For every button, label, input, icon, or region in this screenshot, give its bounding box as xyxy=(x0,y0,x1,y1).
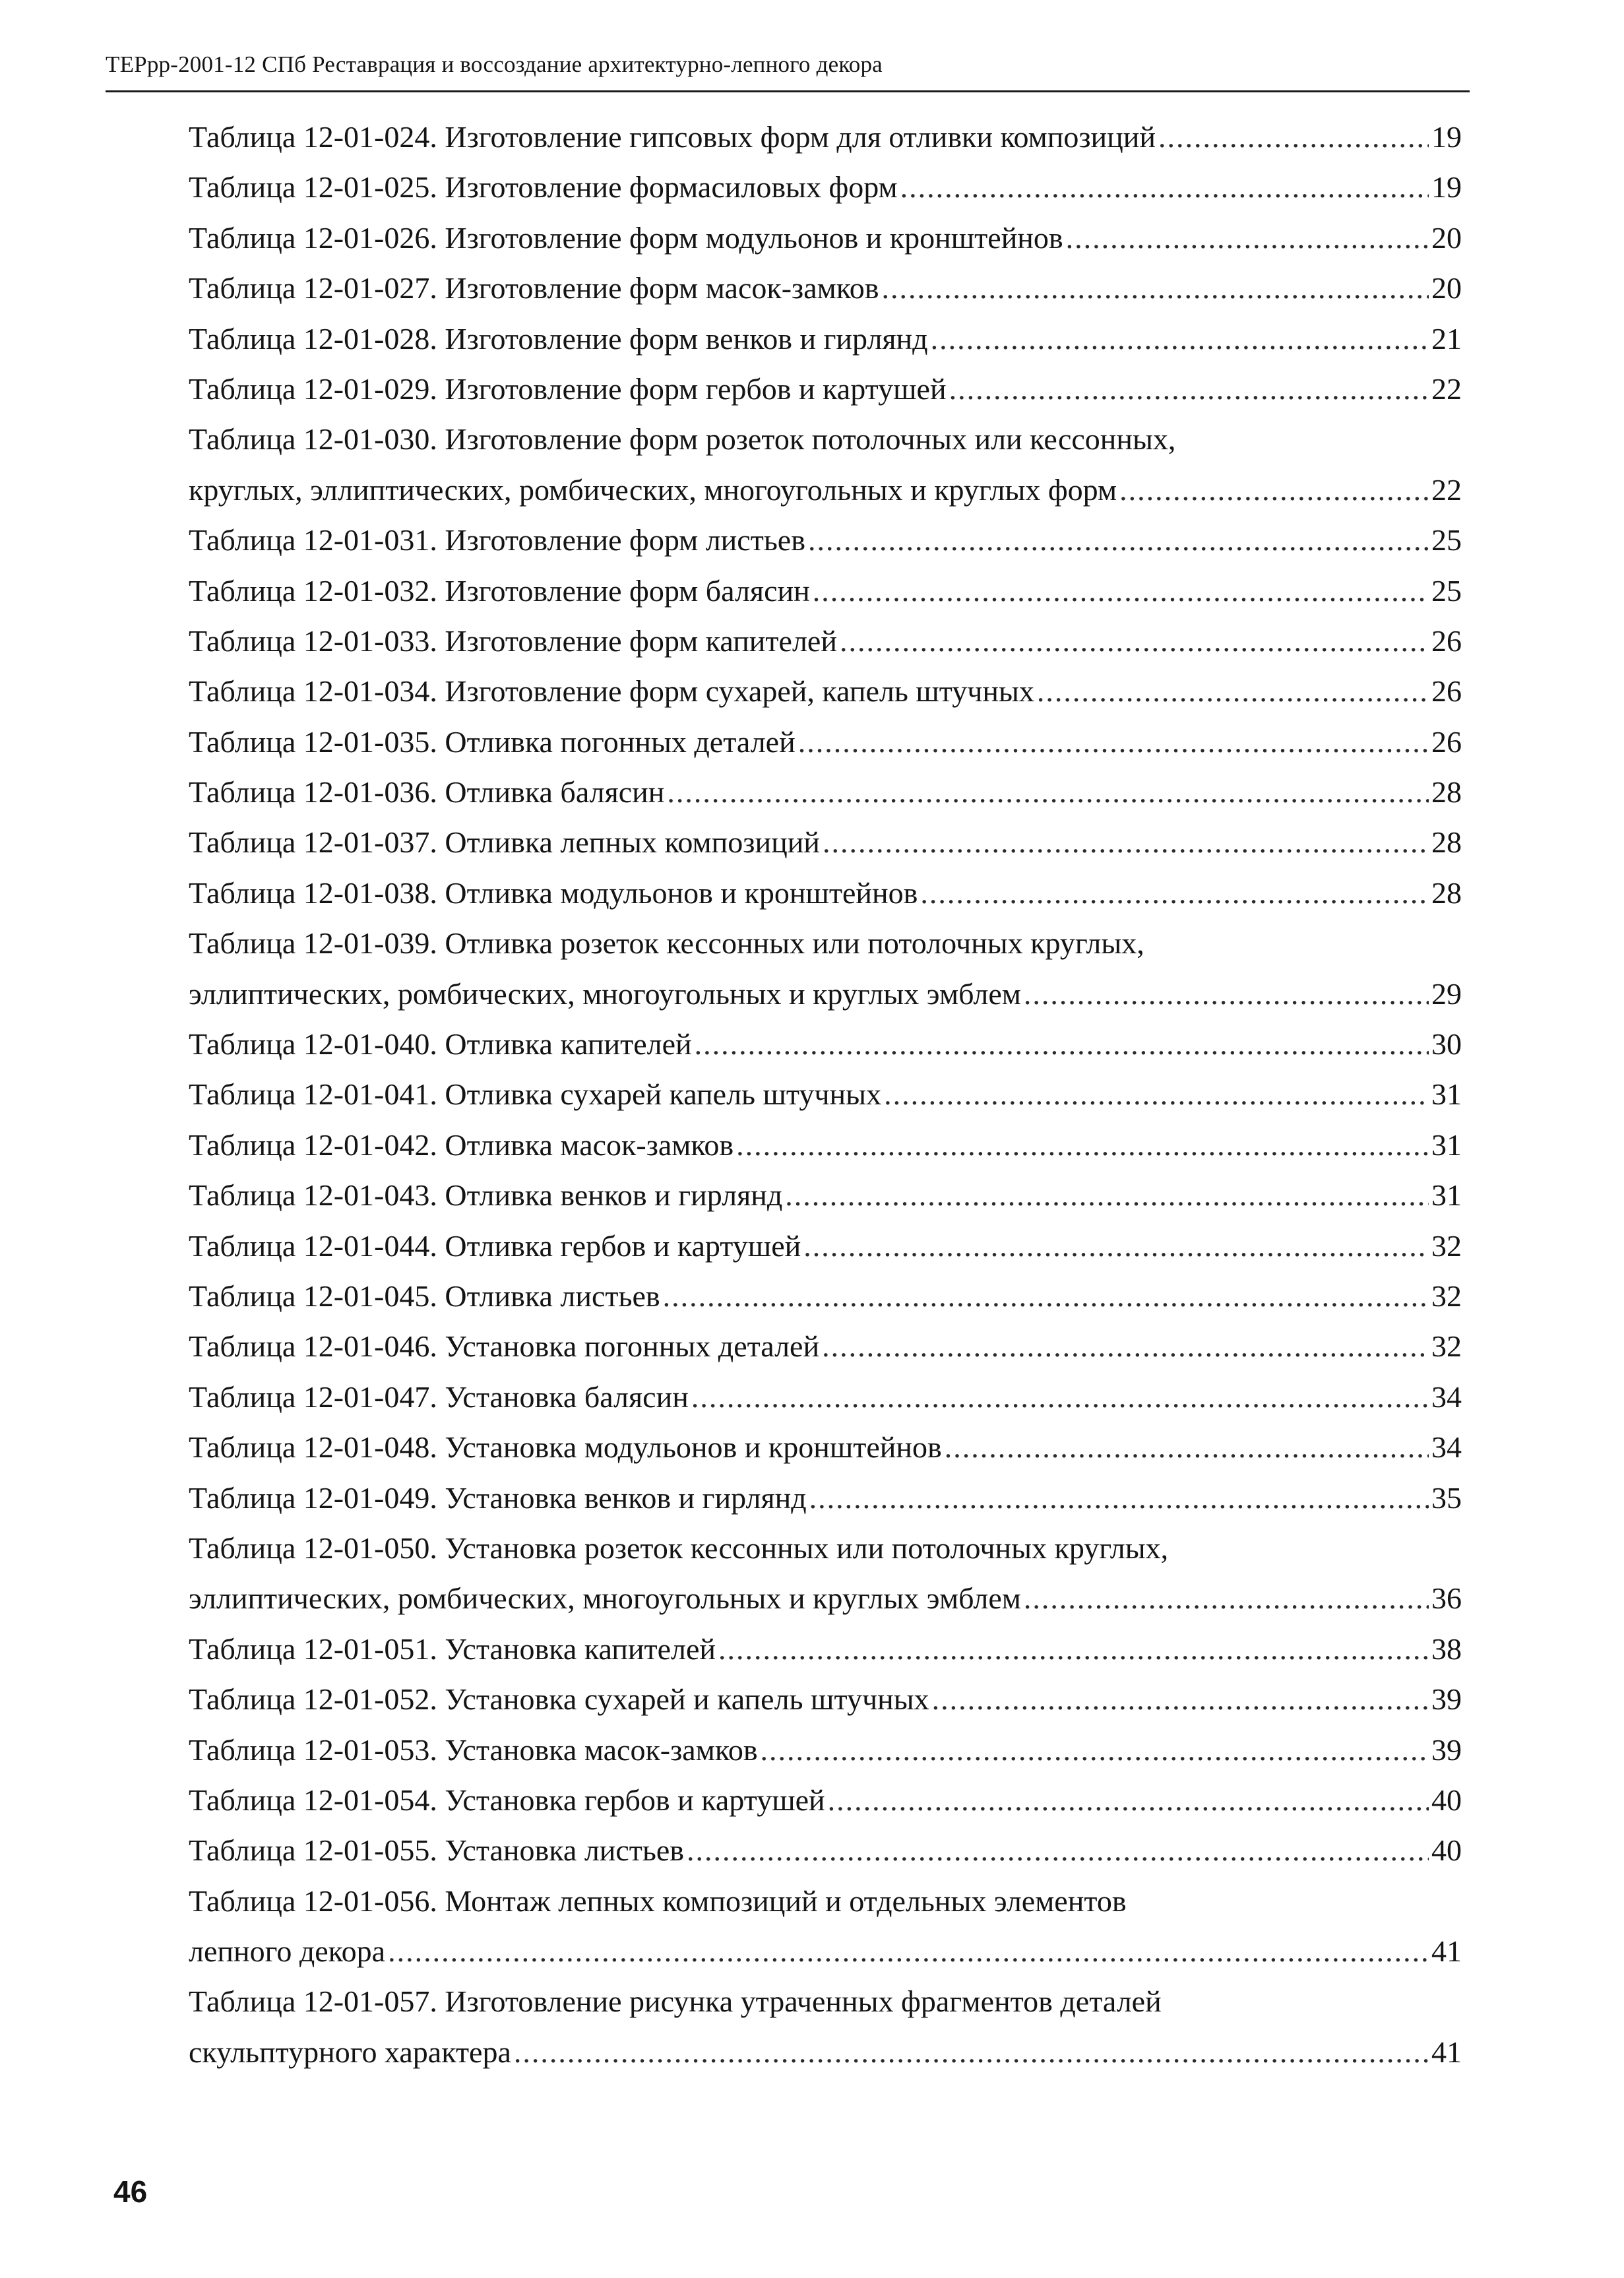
dot-leader xyxy=(1024,1573,1429,1624)
toc-entry-page: 40 xyxy=(1431,1833,1462,1868)
toc-entry-page: 29 xyxy=(1431,976,1462,1011)
toc-entry-title: Таблица 12-01-057. Изготовление рисунка утраченных фрагментов деталей xyxy=(189,1984,1162,2019)
toc-line xyxy=(189,1170,1462,1220)
toc-entry xyxy=(189,767,1462,817)
dot-leader xyxy=(667,767,1429,817)
toc-entry-page: 32 xyxy=(1431,1329,1462,1364)
toc-entry xyxy=(189,1221,1462,1271)
dot-leader xyxy=(1158,112,1429,162)
toc-line xyxy=(189,1725,1462,1775)
toc-entry xyxy=(189,263,1462,313)
dot-leader xyxy=(920,868,1429,918)
toc-entry-page: 28 xyxy=(1431,825,1462,860)
toc-entry-title: Таблица 12-01-034. Изготовление форм сухарей, капель штучных xyxy=(189,674,1034,709)
toc-line xyxy=(189,213,1462,263)
toc-entry-page: 22 xyxy=(1431,472,1462,507)
toc-entry-page: 39 xyxy=(1431,1682,1462,1717)
toc-entry-title: Таблица 12-01-053. Установка масок-замков xyxy=(189,1732,758,1767)
toc-entry-title: Таблица 12-01-051. Установка капителей xyxy=(189,1631,716,1666)
toc-entry-title: Таблица 12-01-027. Изготовление форм масок-замков xyxy=(189,271,879,305)
dot-leader xyxy=(798,717,1429,767)
dot-leader xyxy=(388,1926,1429,1977)
toc-entry xyxy=(189,817,1462,868)
toc-entry-page: 40 xyxy=(1431,1783,1462,1817)
toc-line xyxy=(189,112,1462,162)
toc-entry-page: 22 xyxy=(1431,371,1462,406)
toc-line xyxy=(189,1573,1462,1624)
toc-entry-title: Таблица 12-01-055. Установка листьев xyxy=(189,1833,685,1868)
toc-entry-title: Таблица 12-01-024. Изготовление гипсовых форм для отливки композиций xyxy=(189,120,1156,154)
toc-line xyxy=(189,314,1462,364)
toc-entry-title: Таблица 12-01-054. Установка гербов и картушей xyxy=(189,1783,825,1817)
toc-entry-title: Таблица 12-01-030. Изготовление форм розеток потолочных или кессонных, xyxy=(189,422,1176,457)
toc-entry-page: 36 xyxy=(1431,1581,1462,1616)
toc-entry-title: Таблица 12-01-028. Изготовление форм венков и гирлянд xyxy=(189,321,928,356)
toc-entry-title: Таблица 12-01-050. Установка розеток кессонных или потолочных круглых, xyxy=(189,1531,1169,1565)
toc-entry-page: 32 xyxy=(1431,1279,1462,1313)
toc-line xyxy=(189,1523,1462,1573)
toc-line xyxy=(189,1069,1462,1120)
toc-entry-page: 35 xyxy=(1431,1480,1462,1515)
toc-entry xyxy=(189,1725,1462,1775)
toc-entry-page: 28 xyxy=(1431,875,1462,910)
dot-leader xyxy=(813,566,1429,616)
toc-entry-page: 26 xyxy=(1431,724,1462,759)
dot-leader xyxy=(945,1422,1429,1472)
toc-entry-title: Таблица 12-01-044. Отливка гербов и картушей xyxy=(189,1228,801,1263)
dot-leader xyxy=(884,1069,1429,1120)
toc-line xyxy=(189,1926,1462,1977)
toc-entry xyxy=(189,1019,1462,1069)
dot-leader xyxy=(931,314,1429,364)
toc-line xyxy=(189,817,1462,868)
toc-line xyxy=(189,1321,1462,1372)
dot-leader xyxy=(695,1019,1429,1069)
toc-entry-page: 20 xyxy=(1431,220,1462,255)
toc-entry-page: 20 xyxy=(1431,271,1462,305)
toc-entry-title: Таблица 12-01-039. Отливка розеток кессонных или потолочных круглых, xyxy=(189,926,1144,961)
toc-line xyxy=(189,616,1462,666)
toc-line xyxy=(189,1775,1462,1825)
toc-entry xyxy=(189,162,1462,212)
toc-entry xyxy=(189,1825,1462,1876)
toc-entry-page: 21 xyxy=(1431,321,1462,356)
toc-entry-title: Таблица 12-01-038. Отливка модульонов и кронштейнов xyxy=(189,875,918,910)
toc-entry-title: Таблица 12-01-026. Изготовление форм модульонов и кронштейнов xyxy=(189,220,1063,255)
dot-leader xyxy=(828,1775,1429,1825)
toc-entry xyxy=(189,868,1462,918)
dot-leader xyxy=(808,515,1429,565)
toc-line xyxy=(189,1120,1462,1170)
dot-leader xyxy=(1066,213,1429,263)
toc-line xyxy=(189,1624,1462,1674)
toc-entry-title: эллиптических, ромбических, многоугольных и круглых эмблем xyxy=(189,976,1021,1011)
toc-entry-title: эллиптических, ромбических, многоугольных и круглых эмблем xyxy=(189,1581,1021,1616)
toc-entry-title: Таблица 12-01-035. Отливка погонных деталей xyxy=(189,724,796,759)
toc-entry xyxy=(189,616,1462,666)
toc-entry-page: 26 xyxy=(1431,623,1462,658)
toc-line xyxy=(189,767,1462,817)
toc-line xyxy=(189,1674,1462,1724)
toc-entry-title: Таблица 12-01-047. Установка балясин xyxy=(189,1379,689,1414)
toc-entry xyxy=(189,566,1462,616)
toc-line xyxy=(189,1271,1462,1321)
toc-entry xyxy=(189,112,1462,162)
toc-line xyxy=(189,868,1462,918)
toc-entry-page: 38 xyxy=(1431,1631,1462,1666)
dot-leader xyxy=(949,364,1429,414)
toc-entry-page: 34 xyxy=(1431,1430,1462,1465)
page-number: 46 xyxy=(113,2174,148,2209)
toc-entry-title: скульптурного характера xyxy=(189,2035,511,2069)
toc-entry xyxy=(189,1523,1462,1624)
toc-entry xyxy=(189,1473,1462,1523)
dot-leader xyxy=(736,1120,1429,1170)
toc-entry-title: Таблица 12-01-052. Установка сухарей и капель штучных xyxy=(189,1682,929,1717)
toc-entry-page: 25 xyxy=(1431,573,1462,608)
toc-entry-title: Таблица 12-01-056. Монтаж лепных композиций и отдельных элементов xyxy=(189,1883,1127,1918)
toc-line xyxy=(189,1422,1462,1472)
toc-line xyxy=(189,1221,1462,1271)
toc-entry-title: Таблица 12-01-045. Отливка листьев xyxy=(189,1279,660,1313)
toc-entry-page: 26 xyxy=(1431,674,1462,709)
dot-leader xyxy=(1024,969,1429,1019)
toc-line xyxy=(189,918,1462,968)
toc-line xyxy=(189,465,1462,515)
toc-entry-title: Таблица 12-01-037. Отливка лепных композиций xyxy=(189,825,820,860)
toc-entry-title: Таблица 12-01-033. Изготовление форм капителей xyxy=(189,623,837,658)
toc-entry-page: 31 xyxy=(1431,1178,1462,1213)
toc-entry-page: 25 xyxy=(1431,523,1462,557)
toc-entry xyxy=(189,414,1462,515)
dot-leader xyxy=(823,817,1429,868)
toc-entry-page: 31 xyxy=(1431,1077,1462,1112)
toc-entry-page: 30 xyxy=(1431,1027,1462,1061)
dot-leader xyxy=(718,1624,1429,1674)
running-header: ТЕРрр-2001-12 СПб Реставрация и воссоздание архитектурно-лепного декора xyxy=(106,51,883,77)
toc-entry-title: Таблица 12-01-025. Изготовление формасиловых форм xyxy=(189,170,898,205)
toc-entry-page: 41 xyxy=(1431,1934,1462,1969)
toc-entry xyxy=(189,666,1462,716)
toc-entry xyxy=(189,1321,1462,1372)
toc-entry xyxy=(189,1170,1462,1220)
dot-leader xyxy=(803,1221,1429,1271)
toc-entry-page: 32 xyxy=(1431,1228,1462,1263)
toc-entry-page: 39 xyxy=(1431,1732,1462,1767)
toc-entry-page: 19 xyxy=(1431,120,1462,154)
toc-line xyxy=(189,263,1462,313)
toc-entry xyxy=(189,1422,1462,1472)
toc-entry xyxy=(189,918,1462,1019)
toc-entry-title: Таблица 12-01-029. Изготовление форм гербов и картушей xyxy=(189,371,947,406)
toc-entry-title: Таблица 12-01-042. Отливка масок-замков xyxy=(189,1127,734,1162)
toc-entry xyxy=(189,1120,1462,1170)
toc-entry xyxy=(189,1372,1462,1422)
toc-entry xyxy=(189,213,1462,263)
toc-entry-title: Таблица 12-01-049. Установка венков и гирлянд xyxy=(189,1480,807,1515)
toc-line xyxy=(189,566,1462,616)
toc-line xyxy=(189,1876,1462,1926)
toc-line xyxy=(189,1372,1462,1422)
toc-entry-title: Таблица 12-01-040. Отливка капителей xyxy=(189,1027,692,1061)
toc-entry xyxy=(189,717,1462,767)
toc-entry xyxy=(189,515,1462,565)
toc-entry-page: 19 xyxy=(1431,170,1462,205)
toc-entry-title: Таблица 12-01-031. Изготовление форм листьев xyxy=(189,523,805,557)
toc-line xyxy=(189,515,1462,565)
toc-entry-title: лепного декора xyxy=(189,1934,386,1969)
dot-leader xyxy=(932,1674,1429,1724)
toc-entry-page: 28 xyxy=(1431,775,1462,809)
toc-line xyxy=(189,666,1462,716)
dot-leader xyxy=(822,1321,1429,1372)
dot-leader xyxy=(663,1271,1429,1321)
dot-leader xyxy=(1037,666,1429,716)
toc-entry-title: Таблица 12-01-041. Отливка сухарей капель штучных xyxy=(189,1077,882,1112)
toc-line xyxy=(189,2027,1462,2077)
toc-entry xyxy=(189,1271,1462,1321)
dot-leader xyxy=(900,162,1429,212)
toc-entry xyxy=(189,1069,1462,1120)
dot-leader xyxy=(691,1372,1429,1422)
toc-entry xyxy=(189,1977,1462,2077)
toc-entry-title: Таблица 12-01-036. Отливка балясин xyxy=(189,775,665,809)
toc-entry-title: Таблица 12-01-032. Изготовление форм балясин xyxy=(189,573,810,608)
toc-entry xyxy=(189,1775,1462,1825)
toc-entry-title: Таблица 12-01-043. Отливка венков и гирлянд xyxy=(189,1178,783,1213)
toc-line xyxy=(189,717,1462,767)
dot-leader xyxy=(881,263,1429,313)
dot-leader xyxy=(687,1825,1429,1876)
toc-entry-title: Таблица 12-01-048. Установка модульонов и кронштейнов xyxy=(189,1430,942,1465)
toc-entry-page: 31 xyxy=(1431,1127,1462,1162)
header-rule xyxy=(106,90,1470,92)
toc-line xyxy=(189,364,1462,414)
toc-entry-title: круглых, эллиптических, ромбических, многоугольных и круглых форм xyxy=(189,472,1117,507)
toc-line xyxy=(189,1473,1462,1523)
toc-line xyxy=(189,1825,1462,1876)
toc-entry xyxy=(189,364,1462,414)
toc-entry xyxy=(189,1876,1462,1977)
toc-line xyxy=(189,1977,1462,2027)
toc-entry-page: 41 xyxy=(1431,2035,1462,2069)
dot-leader xyxy=(1119,465,1429,515)
dot-leader xyxy=(785,1170,1429,1220)
toc-entry xyxy=(189,1624,1462,1674)
dot-leader xyxy=(761,1725,1429,1775)
toc-entry-title: Таблица 12-01-046. Установка погонных деталей xyxy=(189,1329,820,1364)
toc-line xyxy=(189,414,1462,464)
dot-leader xyxy=(840,616,1429,666)
toc-entry xyxy=(189,1674,1462,1724)
toc-entry-page: 34 xyxy=(1431,1379,1462,1414)
toc-entry xyxy=(189,314,1462,364)
table-of-contents xyxy=(189,112,1462,2077)
toc-line xyxy=(189,162,1462,212)
dot-leader xyxy=(514,2027,1429,2077)
dot-leader xyxy=(809,1473,1429,1523)
toc-line xyxy=(189,969,1462,1019)
toc-line xyxy=(189,1019,1462,1069)
